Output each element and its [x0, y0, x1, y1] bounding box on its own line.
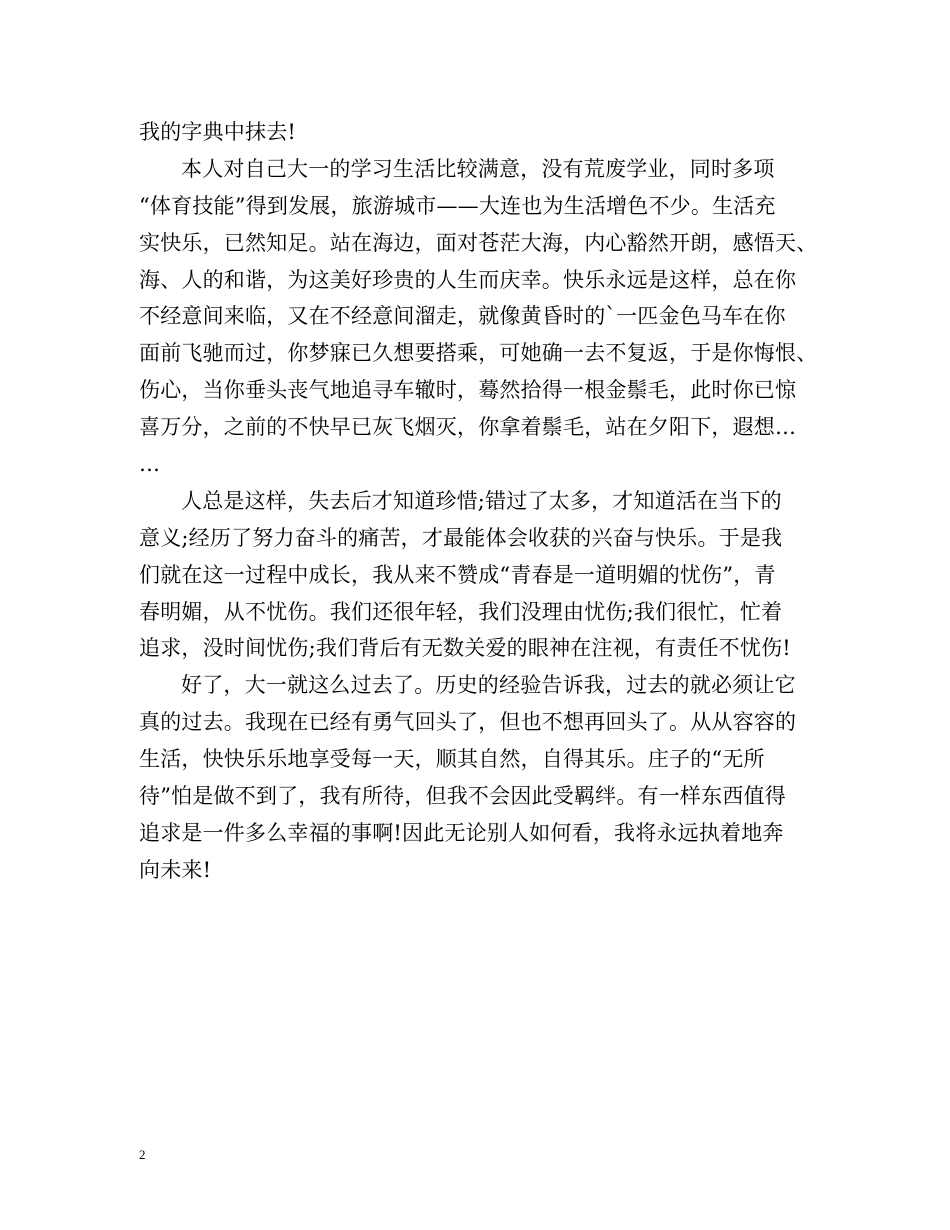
page-number: 2 — [139, 1147, 146, 1162]
text-line: 追求，没时间忧伤;我们背后有无数关爱的眼神在注视，有责任不忧伤! — [139, 636, 791, 661]
text-line: 面前飞驰而过，你梦寐已久想要搭乘，可她确一去不复返，于是你悔恨、 — [139, 341, 818, 366]
text-line: 真的过去。我现在已经有勇气回头了，但也不想再回头了。从从容容的 — [139, 710, 797, 735]
text-line: 喜万分，之前的不快早已灰飞烟灭，你拿着鬃毛，站在夕阳下，遐想… — [139, 415, 797, 440]
text-line: 生活，快快乐乐地享受每一天，顺其自然，自得其乐。庄子的“无所 — [139, 747, 765, 772]
text-line: 们就在这一过程中成长，我从来不赞成“青春是一道明媚的忧伤”，青 — [139, 562, 776, 587]
body-text — [139, 114, 819, 889]
text-line: 待”怕是做不到了，我有所待，但我不会因此受羁绊。有一样东西值得 — [139, 784, 786, 809]
text-line: 伤心，当你垂头丧气地追寻车辙时，蓦然拾得一根金鬃毛，此时你已惊 — [139, 378, 797, 403]
paragraph-start-line: 本人对自己大一的学习生活比较满意，没有荒废学业，同时多项 — [181, 156, 775, 181]
paragraph-start-line: 好了，大一就这么过去了。历史的经验告诉我，过去的就必须让它 — [181, 673, 796, 698]
text-line: 不经意间来临，又在不经意间溜走，就像黄昏时的`一匹金色马车在你 — [139, 304, 786, 329]
text-line: 春明媚，从不忧伤。我们还很年轻，我们没理由忧伤;我们很忙，忙着 — [139, 599, 783, 624]
text-line: 海、人的和谐，为这美好珍贵的人生而庆幸。快乐永远是这样，总在你 — [139, 267, 797, 292]
text-line: “体育技能”得到发展，旅游城市——大连也为生活增色不少。生活充 — [139, 193, 776, 218]
text-line: 我的字典中抹去! — [139, 120, 297, 144]
paragraph-start-line: 人总是这样，失去后才知道珍惜;错过了太多，才知道活在当下的 — [181, 488, 782, 513]
text-line: 实快乐，已然知足。站在海边，面对苍茫大海，内心豁然开朗，感悟天、 — [139, 230, 818, 255]
text-line: 意义;经历了努力奋斗的痛苦，才最能体会收获的兴奋与快乐。于是我 — [139, 525, 783, 550]
text-line: 向未来! — [139, 857, 212, 882]
text-line: 追求是一件多么幸福的事啊!因此无论别人如何看，我将永远执着地奔 — [139, 820, 784, 845]
text-line: … — [139, 452, 161, 477]
